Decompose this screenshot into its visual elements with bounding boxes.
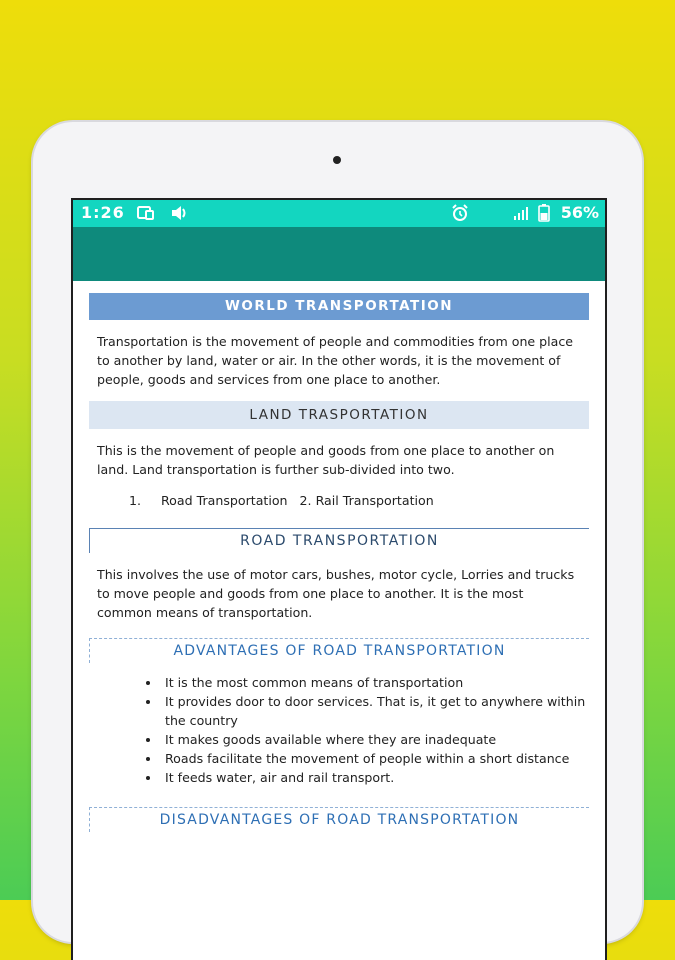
device-screen bbox=[71, 198, 607, 960]
article-content bbox=[73, 281, 605, 832]
list-item: • It makes goods available where they are inadequate bbox=[161, 730, 589, 749]
cast-icon bbox=[137, 205, 155, 225]
signal-icon bbox=[513, 205, 531, 225]
status-bar bbox=[73, 200, 605, 227]
battery-percent: 56% bbox=[560, 203, 599, 222]
list-item: • It provides door to door services. That is, it get to anywhere within the country bbox=[161, 692, 589, 730]
paragraph-world-transportation: Transportation is the movement of people and commodities from one place to another by land, water or air. In the other words, it is the movement of people, goods and services from one place to another. bbox=[97, 334, 574, 387]
list-item: • Roads facilitate the movement of people within a short distance bbox=[161, 749, 589, 768]
heading-land-transportation: LAND TRASPORTATION bbox=[89, 401, 589, 429]
app-bar bbox=[73, 227, 605, 281]
camera-dot bbox=[333, 156, 341, 164]
heading-advantages: ADVANTAGES OF ROAD TRANSPORTATION bbox=[89, 638, 589, 663]
tablet-frame bbox=[33, 122, 642, 942]
list-item: • It is the most common means of transportation bbox=[161, 673, 589, 692]
paragraph-land-transportation: This is the movement of people and goods from one place to another on land. Land transportation is further sub-divided into two. bbox=[97, 443, 555, 477]
paragraph-road-transportation: This involves the use of motor cars, bushes, motor cycle, Lorries and trucks to move people and goods from one place to another. It is the most common means of transportation. bbox=[97, 567, 575, 620]
list-item: • It feeds water, air and rail transport. bbox=[161, 768, 589, 787]
list-number: 1. bbox=[129, 493, 142, 508]
heading-disadvantages: DISADVANTAGES OF ROAD TRANSPORTATION bbox=[89, 807, 589, 832]
status-time: 1:26 bbox=[81, 203, 125, 222]
land-types-list bbox=[129, 491, 589, 510]
volume-icon bbox=[170, 205, 190, 225]
heading-road-transportation: ROAD TRANSPORTATION bbox=[89, 528, 589, 553]
advantages-list bbox=[89, 673, 589, 787]
heading-world-transportation: WORLD TRANSPORTATION bbox=[89, 293, 589, 320]
list-item: Road Transportation 2. Rail Transportation bbox=[161, 493, 434, 508]
battery-icon bbox=[538, 204, 550, 226]
alarm-icon bbox=[451, 204, 469, 226]
